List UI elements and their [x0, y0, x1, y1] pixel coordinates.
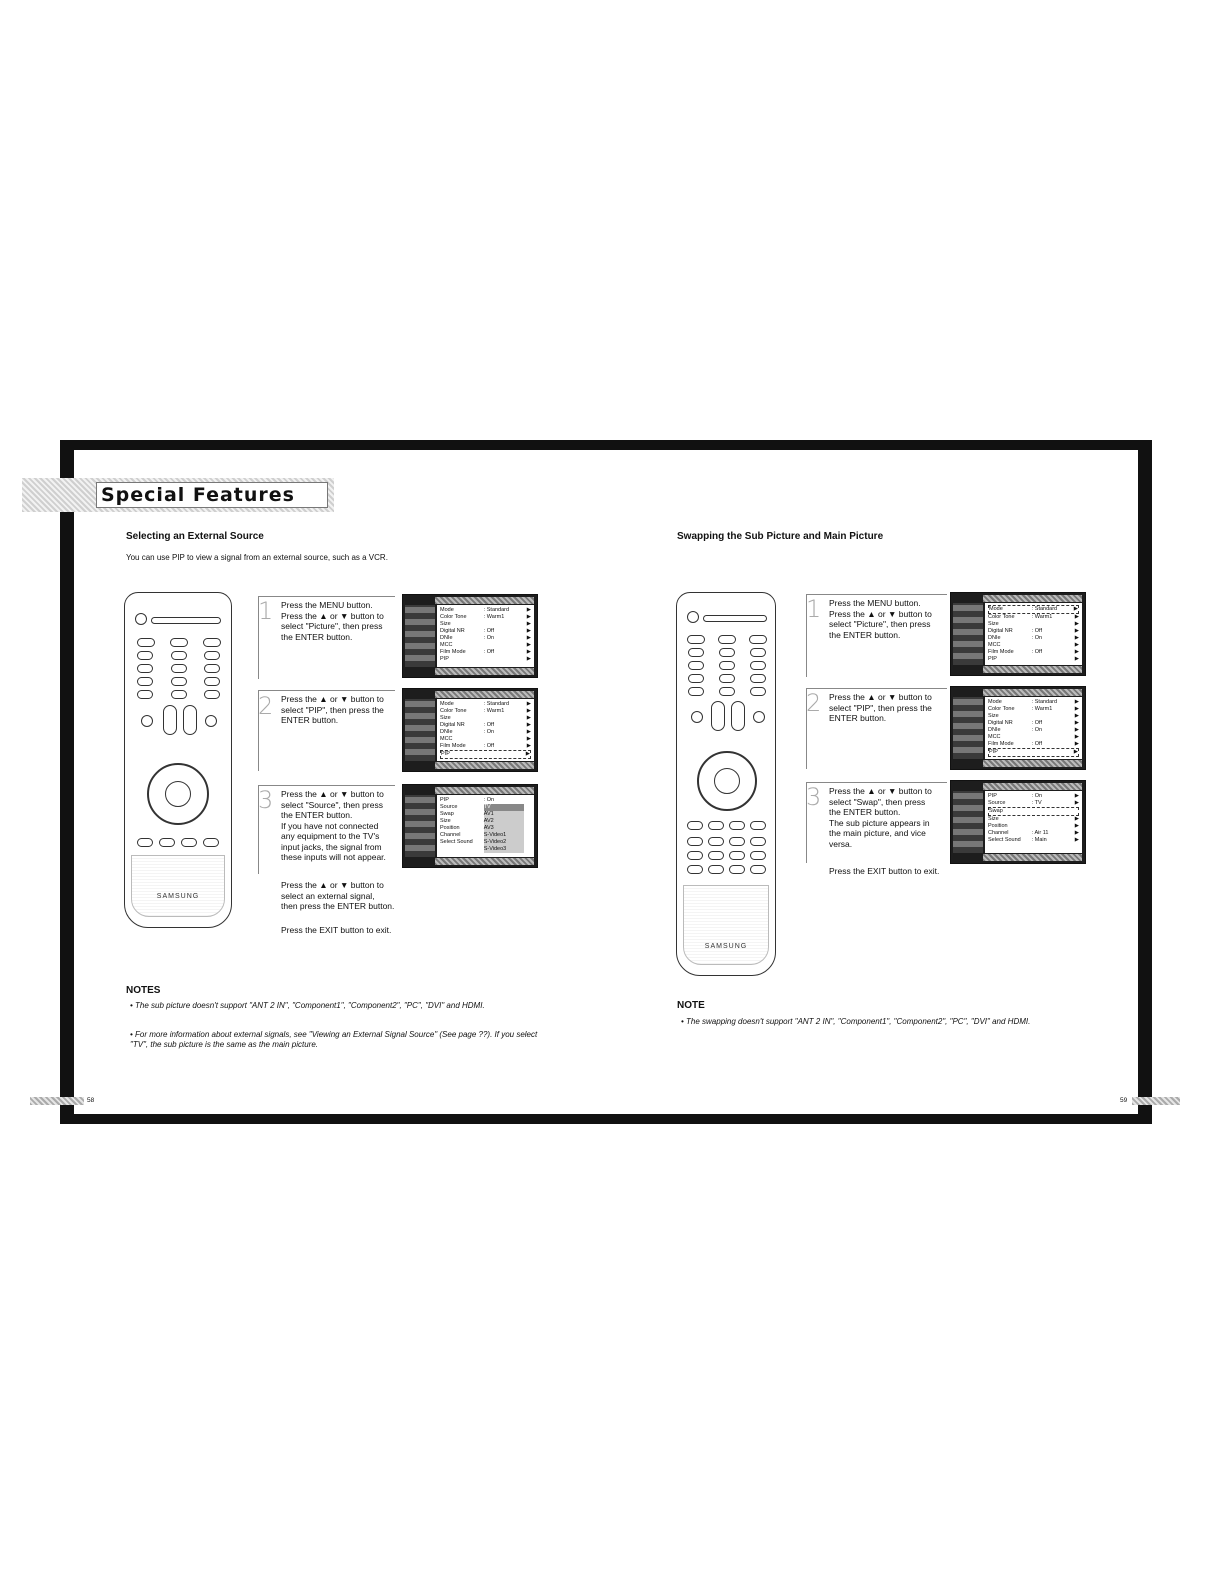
remote-button	[729, 865, 745, 874]
remote-button	[181, 838, 197, 847]
remote-button	[729, 821, 745, 830]
menu-titlebar	[983, 689, 1082, 696]
menu-row-selected: Mode : Standard ▶	[989, 606, 1078, 612]
number-button	[688, 661, 704, 670]
step-number: 3	[258, 786, 274, 814]
number-button	[719, 674, 735, 683]
number-button	[171, 664, 187, 673]
menu-sidebar	[953, 697, 983, 759]
osd-menu-picture	[950, 592, 1086, 676]
remote-button	[729, 837, 745, 846]
remote-button	[687, 821, 703, 830]
remote-control-left	[124, 592, 232, 928]
osd-menu-pip-select	[950, 686, 1086, 770]
channel-rocker	[731, 701, 745, 731]
step-1-text: Press the MENU button. Press the ▲ or ▼ button to select "Picture", then press the ENTER button.	[829, 598, 932, 640]
menu-row: Digital NR : Off ▶	[440, 628, 531, 634]
remote-button	[137, 638, 155, 647]
step-3-text: Press the ▲ or ▼ button to select "Source", then press the ENTER button. If you have not connected any equipment to the TV's input jacks, the signal from these inputs will not appear.	[281, 789, 386, 862]
menu-row: Color Tone : Warm1 ▶	[988, 614, 1079, 620]
remote-button	[718, 635, 736, 644]
menu-row: MCC ▶	[440, 736, 531, 742]
remote-button	[203, 638, 221, 647]
menu-footer	[435, 762, 534, 769]
step-number: 2	[258, 692, 274, 720]
number-button	[171, 651, 187, 660]
remote-control-right	[676, 592, 776, 976]
remote-brand-logo: SAMSUNG	[156, 893, 200, 900]
number-button	[171, 677, 187, 686]
menu-row: DNIe : On ▶	[988, 727, 1079, 733]
remote-button	[750, 821, 766, 830]
remote-button	[749, 635, 767, 644]
menu-sidebar	[405, 795, 435, 857]
osd-menu-pip-select	[402, 688, 538, 772]
step-number: 1	[258, 597, 274, 625]
notes-title: NOTES	[126, 985, 161, 996]
number-button	[688, 687, 704, 696]
step-extra-text: Press the ▲ or ▼ button to select an external signal, then press the ENTER button.	[281, 880, 395, 911]
remote-brand-logo: SAMSUNG	[704, 943, 748, 950]
menu-row: Mode : Standard ▶	[988, 699, 1079, 705]
remote-button	[708, 821, 724, 830]
menu-row: MCC ▶	[988, 642, 1079, 648]
menu-sidebar	[953, 791, 983, 853]
menu-row: Color Tone : Warm1 ▶	[440, 614, 531, 620]
enter-button	[714, 768, 740, 794]
note-item: • The swapping doesn't support "ANT 2 IN", "Component1", "Component2", "PC", "DVI" and HDMI.	[681, 1017, 1031, 1026]
remote-button	[750, 851, 766, 860]
menu-footer	[435, 668, 534, 675]
number-button	[137, 664, 153, 673]
number-button	[137, 677, 153, 686]
menu-panel	[437, 699, 534, 761]
step-number: 3	[806, 783, 822, 811]
menu-row: Select Sound : Main ▶	[988, 837, 1079, 843]
notes-title: NOTE	[677, 1000, 705, 1011]
menu-titlebar	[983, 783, 1082, 790]
menu-footer	[983, 666, 1082, 673]
step-2-text: Press the ▲ or ▼ button to select "PIP", then press the ENTER button.	[829, 692, 932, 723]
menu-titlebar	[435, 691, 534, 698]
menu-sidebar	[405, 605, 435, 667]
volume-rocker	[163, 705, 177, 735]
enter-button	[165, 781, 191, 807]
remote-button	[205, 715, 217, 727]
osd-menu-pip-source	[402, 784, 538, 868]
remote-button	[687, 865, 703, 874]
number-button	[171, 690, 187, 699]
menu-titlebar	[435, 787, 534, 794]
osd-menu-pip-swap	[950, 780, 1086, 864]
menu-row: Swap AV1	[440, 811, 531, 818]
menu-row: Digital NR : Off ▶	[440, 722, 531, 728]
remote-button	[750, 865, 766, 874]
menu-sidebar	[405, 699, 435, 761]
number-button	[204, 690, 220, 699]
menu-row: Mode : Standard ▶	[440, 701, 531, 707]
page-title: Special Features	[96, 482, 328, 508]
number-button	[137, 651, 153, 660]
remote-button	[159, 838, 175, 847]
menu-row: Channel : Air 11 ▶	[988, 830, 1079, 836]
menu-row: Color Tone : Warm1 ▶	[988, 706, 1079, 712]
number-button	[204, 664, 220, 673]
menu-titlebar	[435, 597, 534, 604]
remote-button	[687, 837, 703, 846]
page-number: 58	[87, 1097, 95, 1104]
power-button	[135, 613, 147, 625]
remote-button	[170, 638, 188, 647]
menu-panel	[437, 795, 534, 857]
menu-row: Film Mode : Off ▶	[440, 743, 531, 749]
number-button	[204, 651, 220, 660]
menu-row: Film Mode : Off ▶	[440, 649, 531, 655]
number-button	[688, 674, 704, 683]
menu-row: Film Mode : Off ▶	[988, 741, 1079, 747]
remote-lower-panel	[131, 855, 225, 917]
remote-button	[708, 865, 724, 874]
menu-row: Digital NR : Off ▶	[988, 720, 1079, 726]
menu-row: PIP : On	[440, 797, 495, 803]
menu-row: Size ▶	[440, 715, 531, 721]
menu-row: MCC ▶	[988, 734, 1079, 740]
remote-button	[753, 711, 765, 723]
note-item: • For more information about external signals, see "Viewing an External Signal Source" (See page ??). If you select "TV", the sub picture is the same as the main picture.	[130, 1030, 538, 1049]
menu-row: Size ▶	[440, 621, 531, 627]
remote-button	[708, 837, 724, 846]
number-button	[750, 687, 766, 696]
menu-row: Position ▶	[988, 823, 1079, 829]
menu-footer	[435, 858, 534, 865]
corner-mark	[1138, 1112, 1145, 1119]
number-button	[750, 674, 766, 683]
menu-row-selected: Swap	[988, 807, 1079, 816]
number-button	[719, 648, 735, 657]
menu-row: PIP : On ▶	[988, 793, 1079, 799]
menu-row: Position AV3	[440, 825, 531, 832]
section-title-left: Selecting an External Source	[126, 531, 264, 542]
step-number: 1	[806, 595, 822, 623]
menu-row: PIP ▶	[988, 656, 1079, 662]
menu-row-selected: PIP ▶	[989, 749, 1078, 755]
corner-mark	[64, 453, 71, 460]
remote-button	[203, 838, 219, 847]
note-item: • The sub picture doesn't support "ANT 2 IN", "Component1", "Component2", "PC", "DVI" and HDMI.	[130, 1001, 485, 1010]
menu-row: Digital NR : Off ▶	[988, 628, 1079, 634]
step-number: 2	[806, 689, 822, 717]
menu-row: Mode : Standard ▶	[440, 607, 531, 613]
menu-panel	[437, 605, 534, 667]
corner-mark	[62, 1112, 69, 1119]
section-title-right: Swapping the Sub Picture and Main Picture	[677, 531, 884, 542]
number-button	[688, 648, 704, 657]
number-button	[750, 661, 766, 670]
step-1-text: Press the MENU button. Press the ▲ or ▼ button to select "Picture", then press the ENTER button.	[281, 600, 384, 642]
page-number-bar	[30, 1097, 84, 1105]
number-button	[204, 677, 220, 686]
menu-row: Size AV2	[440, 818, 531, 825]
menu-row: Source : TV ▶	[988, 800, 1079, 806]
menu-row: Source TV	[440, 804, 531, 811]
menu-panel	[985, 791, 1082, 853]
menu-row: S-Video3	[440, 846, 531, 853]
exit-instruction: Press the EXIT button to exit.	[829, 866, 940, 876]
remote-button	[687, 635, 705, 644]
remote-button	[750, 837, 766, 846]
number-button	[719, 661, 735, 670]
menu-footer	[983, 760, 1082, 767]
menu-titlebar	[983, 595, 1082, 602]
number-button	[137, 690, 153, 699]
corner-mark	[1138, 445, 1145, 452]
channel-rocker	[183, 705, 197, 735]
menu-row-selected: PIP ▶	[441, 751, 530, 757]
mode-buttons	[151, 617, 221, 624]
remote-button	[687, 851, 703, 860]
menu-row: Film Mode : Off ▶	[988, 649, 1079, 655]
menu-row: Select Sound S-Video2	[440, 839, 531, 846]
menu-row: DNIe : On ▶	[440, 729, 531, 735]
menu-row: PIP ▶	[440, 656, 531, 662]
remote-button	[708, 851, 724, 860]
step-2-text: Press the ▲ or ▼ button to select "PIP", then press the ENTER button.	[281, 694, 384, 725]
menu-sidebar	[953, 603, 983, 665]
number-button	[719, 687, 735, 696]
number-button	[750, 648, 766, 657]
menu-row: MCC ▶	[440, 642, 531, 648]
step-3-text: Press the ▲ or ▼ button to select "Swap", then press the ENTER button. The sub picture appears in the main picture, and vice versa.	[829, 786, 932, 849]
menu-row: Size ▶	[988, 713, 1079, 719]
page-number: 59	[1120, 1097, 1128, 1104]
volume-rocker	[711, 701, 725, 731]
menu-row: Color Tone : Warm1 ▶	[440, 708, 531, 714]
intro-text: You can use PIP to view a signal from an external source, such as a VCR.	[126, 553, 388, 562]
mute-button	[141, 715, 153, 727]
menu-footer	[983, 854, 1082, 861]
menu-row: Size ▶	[988, 621, 1079, 627]
menu-panel	[985, 603, 1082, 665]
page-number-bar	[1132, 1097, 1180, 1105]
remote-lower-panel	[683, 885, 769, 965]
menu-row: DNIe : On ▶	[440, 635, 531, 641]
remote-button	[137, 838, 153, 847]
mute-button	[691, 711, 703, 723]
osd-menu-picture	[402, 594, 538, 678]
menu-row: Channel S-Video1	[440, 832, 531, 839]
menu-row: Size ▶	[988, 816, 1079, 822]
menu-panel	[985, 697, 1082, 759]
exit-instruction: Press the EXIT button to exit.	[281, 925, 392, 935]
power-button	[687, 611, 699, 623]
remote-button	[729, 851, 745, 860]
mode-buttons	[703, 615, 767, 622]
menu-row: DNIe : On ▶	[988, 635, 1079, 641]
